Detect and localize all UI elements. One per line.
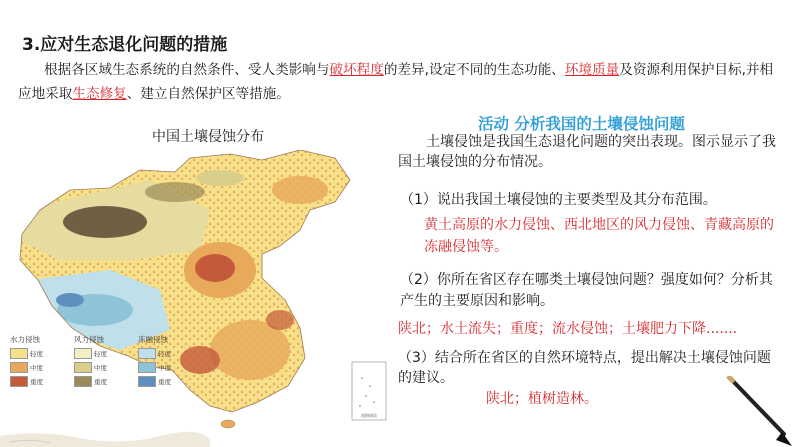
answer-2: 陕北；水土流失；重度；流水侵蚀；土壤肥力下降....... [398, 321, 738, 337]
legend-freeze-heavy-label: 重度 [158, 378, 171, 386]
legend-wind-light-label: 轻度 [94, 350, 107, 358]
measures-paragraph [18, 58, 778, 106]
legend-water-header: 水力侵蚀 [10, 335, 40, 344]
activity-intro-text: 土壤侵蚀是我国生态退化问题的突出表现。图示显示了我国土壤侵蚀的分布情况。 [398, 134, 776, 170]
legend-freeze-light-swatch [138, 348, 156, 359]
legend-water-medium-swatch [10, 362, 28, 373]
legend-water-light-label: 轻度 [30, 350, 43, 358]
map-title: 中国土壤侵蚀分布 [152, 129, 264, 145]
activity-title: 活动 分析我国的土壤侵蚀问题 [478, 115, 685, 133]
section-title: .应对生态退化问题的措施 [33, 35, 228, 55]
calligraphy-brush-icon [726, 376, 794, 447]
legend-wind-heavy-swatch [74, 376, 92, 387]
para-part3: 及资源利用保护目标,并相应地采取 [18, 62, 774, 102]
legend-wind-medium-swatch [74, 362, 92, 373]
decorative-paper-strip [0, 430, 210, 447]
section-heading [22, 30, 227, 55]
map-legend [8, 332, 208, 428]
highlight-env-quality: 环境质量 [564, 62, 620, 78]
legend-freeze-header: 冻融侵蚀 [138, 335, 168, 344]
section-number: 3 [22, 35, 34, 55]
highlight-damage-degree: 破坏程度 [329, 62, 384, 78]
question-2: （2）你所在省区存在哪类土壤侵蚀问题？强度如何？分析其产生的主要原因和影响。 [400, 272, 773, 309]
para-part2: 的差异,设定不同的生态功能、 [383, 62, 565, 78]
inset-label: 南海诸岛 [361, 413, 377, 418]
legend-wind-light-swatch [74, 348, 92, 359]
legend-freeze-heavy-swatch [138, 376, 156, 387]
question-3: （3）结合所在省区的自然环境特点，提出解决土壤侵蚀问题的建议。 [398, 350, 771, 386]
answer-3: 陕北；植树造林。 [486, 391, 598, 407]
legend-wind-header: 风力侵蚀 [74, 335, 104, 344]
para-part1: 根据各区域生态系统的自然条件、受人类影响与 [44, 62, 330, 78]
para-part4: 、建立自然保护区等措施。 [126, 86, 290, 102]
highlight-eco-restoration: 生态修复 [72, 86, 127, 102]
legend-freeze-light-label: 轻度 [158, 350, 171, 358]
legend-wind-heavy-label: 重度 [94, 378, 107, 386]
legend-water-light-swatch [10, 348, 28, 359]
legend-water-heavy-label: 重度 [30, 378, 43, 386]
legend-wind-medium-label: 中度 [94, 364, 107, 372]
legend-freeze-medium-label: 中度 [158, 364, 171, 372]
legend-water-medium-label: 中度 [30, 364, 43, 372]
answer-1: 黄土高原的水力侵蚀、西北地区的风力侵蚀、青藏高原的冻融侵蚀等。 [424, 217, 774, 255]
legend-freeze-medium-swatch [138, 362, 156, 373]
activity-intro [398, 132, 776, 172]
question-1: （1）说出我国土壤侵蚀的主要类型及其分布范围。 [400, 192, 717, 208]
legend-water-heavy-swatch [10, 376, 28, 387]
